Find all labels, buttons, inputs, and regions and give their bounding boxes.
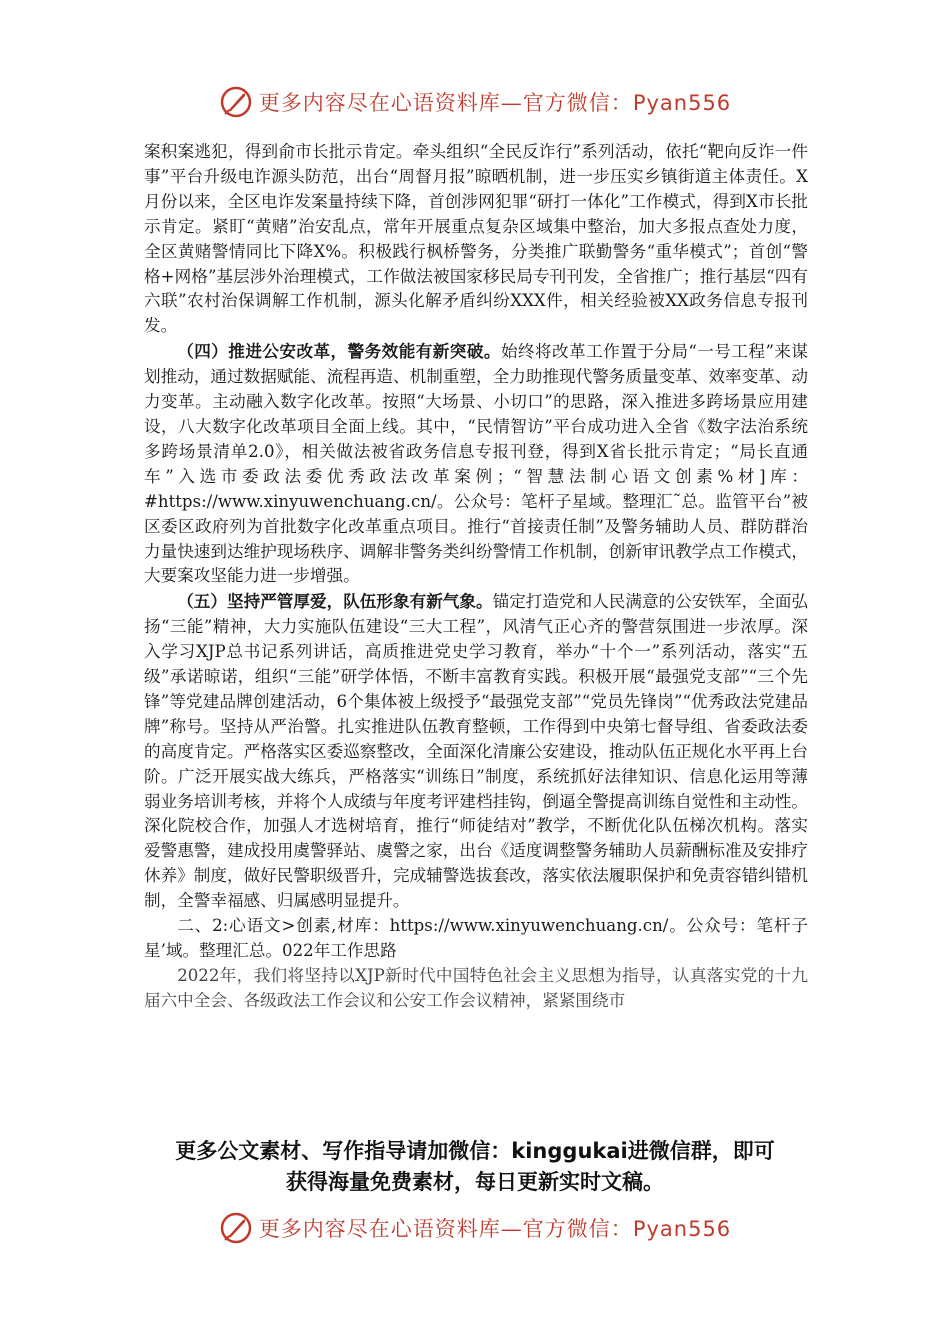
paragraph-reform: （四）推进公安改革，警务效能有新突破。始终将改革工作置于分局“一号工程”来谋划推动，通过数据赋能、流程再造、机制重塑，全力助推现代警务质量变革、效率变革、动力变革。主动融入数字化改革。按照“大场景、小切口”的思路，深入推进多跨场景应用建设，八大数字化改革项目全面上线。其中，“民情智访”平台成功进入全省《数字法治系统多跨场景清单2.0》，相关做法被省政务信息专报刊登，得到X省长批示肯定；“局长直通车”入选市委政法委优秀政法改革案例；“智慧法制心语文创素%材]库：#https://www.xinyuwenchuang.cn/。公众号：笔杆子星域。整理汇˜总。监管平台”被区委区政府列为首批数字化改革重点项目。推行“首接责任制”及警务辅助人员、群防群治力量快速到达维护现场秩序、调解非警务类纠纷警情工作机制，创新审讯教学点工作模式，大要案攻坚能力进一步增强。 bbox=[144, 341, 809, 586]
footer-watermark-banner bbox=[0, 1208, 950, 1248]
promo-line-1: 更多公文素材、写作指导请加微信：kinggukai进微信群，即可 bbox=[175, 1139, 775, 1163]
document-body bbox=[144, 140, 808, 1014]
paragraph-section-two: 二、2:心语文>创素,材库：https://www.xinyuwenchuang.cn/。公众号：笔杆子星’域。整理汇总。022年工作思路 bbox=[144, 916, 808, 960]
section-heading: （五）坚持严管厚爱，队伍形象有新气象。 bbox=[177, 591, 493, 612]
banner-text: 更多内容尽在心语资料库—官方微信：Pyan556 bbox=[258, 91, 732, 115]
quill-logo-icon bbox=[219, 1211, 253, 1245]
paragraph: 案积案逃犯，得到俞市长批示肯定。牵头组织“全民反诈行”系列活动，依托“靶向反诈一件事”平台升级电诈源头防范，出台“周督月报”晾晒机制，进一步压实乡镇街道主体责任。X月份以来，全区电诈发案量持续下降，首创涉网犯罪“研打一体化”工作模式，得到X市长批示肯定。紧盯“黄赌”治安乱点，常年开展重点复杂区域集中整治，加大多报点查处力度，全区黄赌警情同比下降X%。积极践行枫桥警务，分类推广联勤警务“重华模式”；首创“警格+网格”基层涉外治理模式，工作做法被国家移民局专刊刊发，全省推广；推行基层“四有六联”农村治保调解工作机制，源头化解矛盾纠纷XXX件，相关经验被XX政务信息专报刊发。 bbox=[144, 142, 808, 336]
paragraph-2022: 2022年，我们将坚持以XJP新时代中国特色社会主义思想为指导，认真落实党的十九届六中全会、各级政法工作会议和公安工作会议精神，紧紧围绕市 bbox=[144, 965, 808, 1010]
banner-text: 更多内容尽在心语资料库—官方微信：Pyan556 bbox=[258, 1217, 732, 1241]
promo-notice bbox=[120, 1136, 830, 1198]
paragraph-team: （五）坚持严管厚爱，队伍形象有新气象。锚定打造党和人民满意的公安铁军，全面弘扬“三能”精神，大力实施队伍建设“三大工程”，风清气正心齐的警营氛围进一步浓厚。深入学习XJP总书记系列讲话，高质推进党史学习教育，举办“十个一”系列活动，落实“五级”承诺晾诺，组织“三能”研学体悟，不断丰富教育实践。积极开展“最强党支部”“三个先锋”等党建品牌创建活动，6个集体被上级授予“最强党支部”“党员先锋岗”“优秀政法党建品牌”称号。坚持从严治警。扎实推进队伍教育整顿，工作得到中央第七督导组、省委政法委的高度肯定。严格落实区委巡察整改，全面深化清廉公安建设，推动队伍正规化水平再上台阶。广泛开展实战大练兵，严格落实“训练日”制度，系统抓好法律知识、信息化运用等薄弱业务培训考核，并将个人成绩与年度考评建档挂钩，倒逼全警提高训练自觉性和主动性。深化院校合作，加强人才选树培育，推行“师徒结对”教学，不断优化队伍梯次机构。落实爱警惠警，建成投用虞警驿站、虞警之家，出台《适度调整警务辅助人员薪酬标准及安排疗休养》制度，做好民警职级晋升，完成辅警选拔套改，落实依法履职保护和免责容错纠错机制，全警幸福感、归属感明显提升。 bbox=[144, 591, 809, 911]
quill-logo-icon bbox=[219, 85, 253, 119]
section-heading: （四）推进公安改革，警务效能有新突破。 bbox=[177, 341, 501, 362]
header-watermark-banner bbox=[0, 82, 950, 122]
promo-line-2: 获得海量免费素材，每日更新实时文稿。 bbox=[286, 1170, 664, 1194]
